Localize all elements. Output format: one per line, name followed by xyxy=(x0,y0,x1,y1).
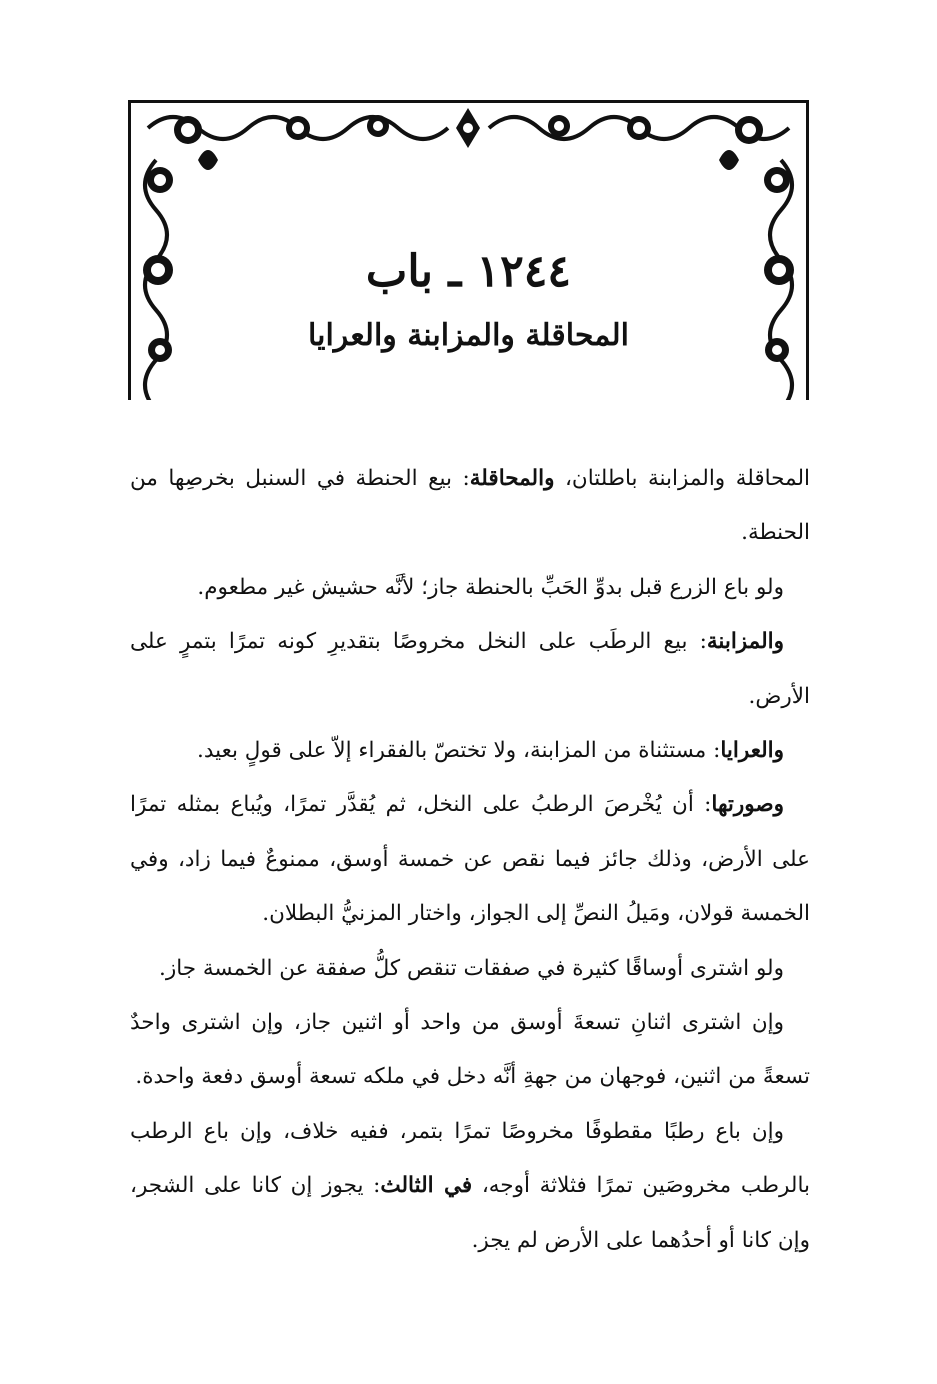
paragraph-term: والمحاقلة xyxy=(469,466,555,491)
paragraph-term: والمزابنة xyxy=(706,629,784,655)
chapter-title: المحاقلة والمزابنة والعرايا xyxy=(307,318,630,353)
body-text xyxy=(130,452,810,1268)
paragraph-text: : يجوز إن كانا على الشجر، وإن كانا أو أحدُهما على الأرض لم يجز. xyxy=(130,1173,810,1253)
paragraph xyxy=(130,996,810,1105)
paragraph xyxy=(130,615,810,724)
paragraph-text: : أن يُخْرصَ الرطبُ على النخل، ثم يُقدَّر تمرًا، ويُباع بمثله تمرًا على الأرض، وذلك جائز فيما نقص عن خمسة أوسق، ممنوعٌ فيما زاد، وفي الخمسة قولان، ومَيلُ النصِّ إلى الجواز، واختار المزنيُّ البطلان. xyxy=(130,792,810,927)
paragraph xyxy=(130,1105,810,1268)
paragraph-text: : بيع الرطَب على النخل مخروصًا بتقديرِ كونه تمرًا بتمرٍ على الأرض. xyxy=(130,629,810,709)
paragraph-text: ولو باع الزرع قبل بدوِّ الحَبِّ بالحنطة جاز؛ لأنَّه حشيش غير مطعوم. xyxy=(197,574,784,600)
paragraph-term: وصورتها xyxy=(711,792,784,818)
paragraph-term: والعرايا xyxy=(720,738,784,764)
paragraph-text: ولو اشترى أوساقًا كثيرة في صفقات تنقص كلُّ صفقة عن الخمسة جاز. xyxy=(158,955,784,981)
paragraph xyxy=(130,561,810,615)
paragraph-text: وإن اشترى اثنانِ تسعةَ أوسق من واحد أو اثنين جاز، وإن اشترى واحدٌ تسعةً من اثنين، فوجهان من جهةِ أنَّه دخل في ملكه تسعة أوسق دفعة واحدة. xyxy=(130,1010,810,1090)
chapter-heading: ١٢٤٤ ـ باب xyxy=(365,246,572,297)
paragraph-term: في الثالث xyxy=(380,1173,473,1199)
paragraph xyxy=(130,452,810,561)
paragraph-text: : بيع الحنطة في السنبل بخرصِها من الحنطة. xyxy=(130,466,810,546)
paragraph-text: وإن باع رطبًا مقطوفًا مخروصًا تمرًا بتمر، ففيه خلاف، وإن باع الرطب بالرطب مخروصَين تمرًا فثلاثة أوجه، xyxy=(130,1118,810,1199)
paragraph xyxy=(130,724,810,778)
paragraph-text: : مستثناة من المزابنة، ولا تختصّ بالفقراء إلاّ على قولٍ بعيد. xyxy=(196,738,721,764)
paragraph-text: المحاقلة والمزابنة باطلتان، xyxy=(554,466,811,491)
paragraph xyxy=(130,942,810,996)
paragraph xyxy=(130,778,810,941)
